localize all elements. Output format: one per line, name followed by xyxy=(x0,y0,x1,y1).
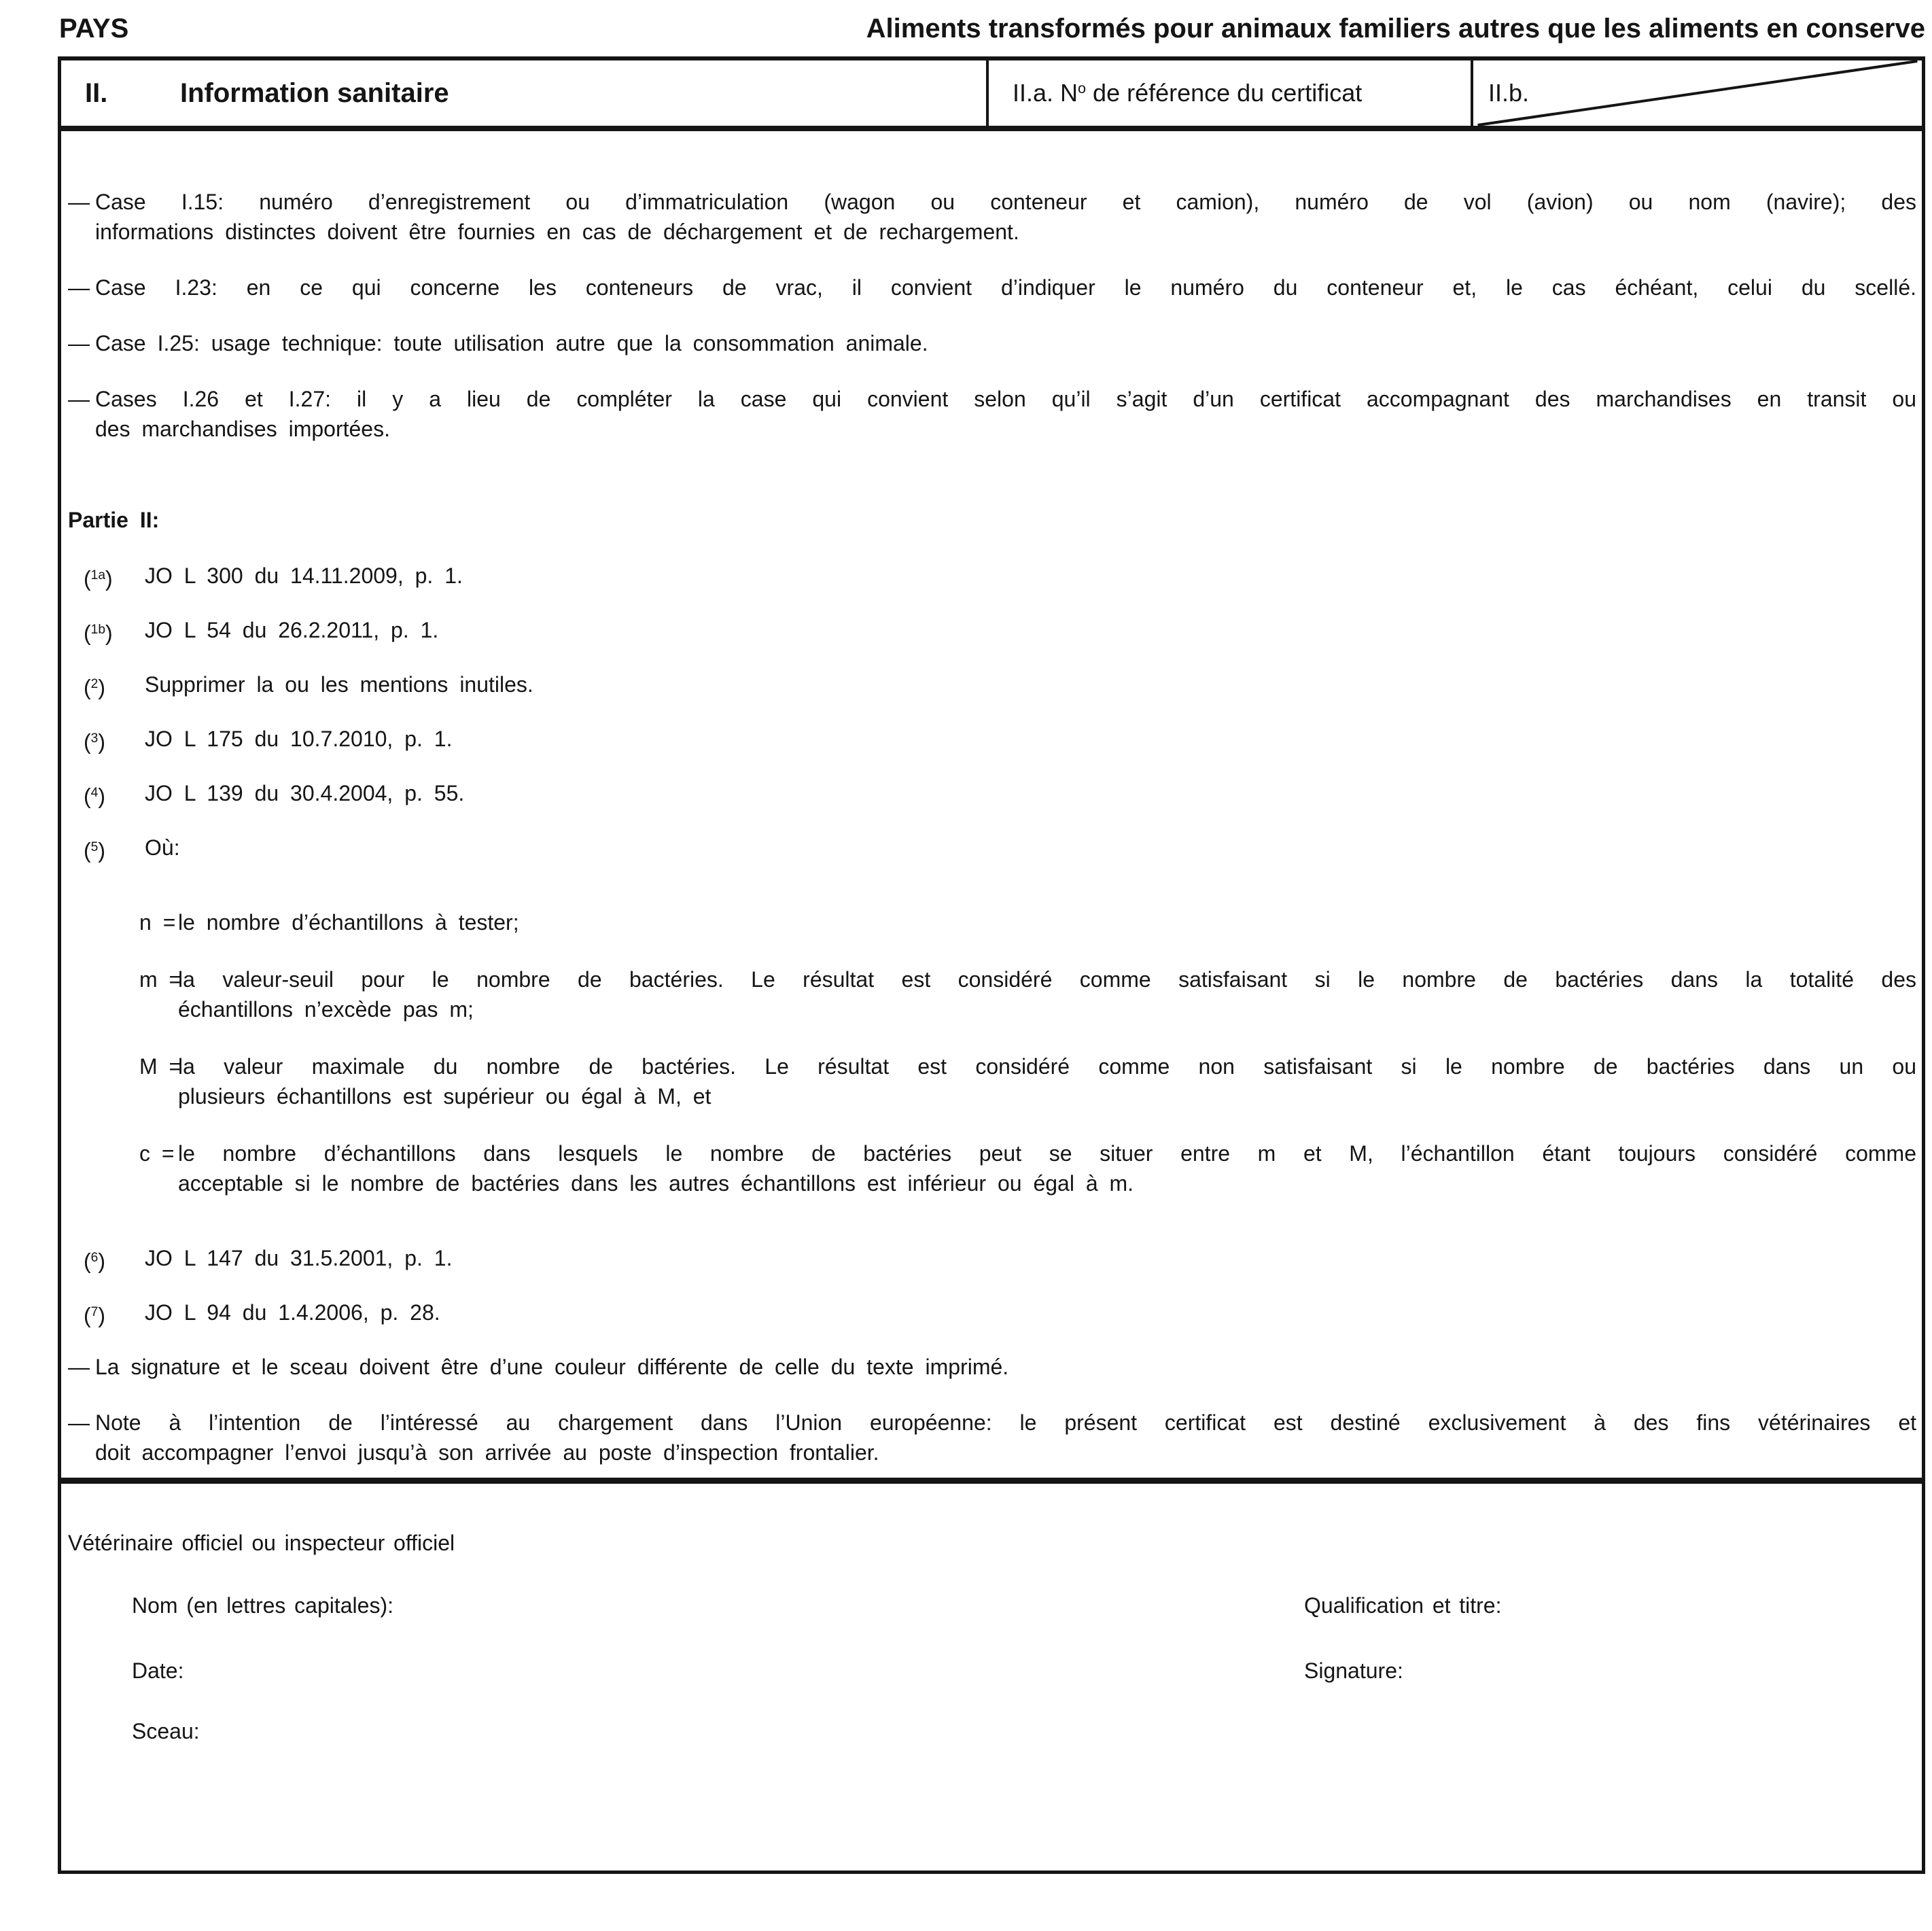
footnote-number: 3 xyxy=(90,731,99,746)
footnote-5 xyxy=(68,833,1916,863)
notes-section xyxy=(61,131,1922,1484)
paren: ) xyxy=(98,1303,105,1328)
bullet-dash: — xyxy=(68,190,90,214)
qualification-label: Qualification et titre: xyxy=(1304,1593,1502,1618)
section-title: Information sanitaire xyxy=(180,77,449,108)
definition-symbol: n = xyxy=(139,910,176,935)
signature-row-seal xyxy=(132,1716,1916,1746)
bullet-dash: — xyxy=(68,331,90,355)
footnote-number: 4 xyxy=(90,786,99,800)
paren: ) xyxy=(105,621,113,646)
note-line: Case I.25: usage technique: toute utilisation autre que la consommation animale. xyxy=(95,331,928,355)
footnote-text: JO L 300 du 14.11.2009, p. 1. xyxy=(145,563,463,588)
health-information-table xyxy=(58,56,1925,1874)
paren: ) xyxy=(98,784,105,809)
bullet-dash: — xyxy=(68,387,90,411)
footnote-marker xyxy=(84,615,113,648)
footnote-6 xyxy=(68,1243,1916,1273)
paren: ) xyxy=(98,838,105,863)
signature-label: Signature: xyxy=(1304,1658,1403,1683)
footnote-text: JO L 175 du 10.7.2010, p. 1. xyxy=(145,727,453,751)
note-line: Case I.23: en ce qui concerne les conteneurs de vrac, il convient d’indiquer le numéro du conteneur et, le cas échéant, celui du scellé. xyxy=(95,275,1916,300)
footnote-text: Supprimer la ou les mentions inutiles. xyxy=(145,672,533,697)
paren: ( xyxy=(84,1303,91,1328)
definition-line: la valeur-seuil pour le nombre de bactéries. Le résultat est considéré comme satisfaisant si le nombre de bactéries dans la totalité des xyxy=(178,967,1916,992)
definition-c xyxy=(68,1138,1916,1198)
note-line: doit accompagner l’envoi jusqu’à son arrivée au poste d’inspection frontalier. xyxy=(95,1440,879,1465)
footnote-text: Où: xyxy=(145,835,180,860)
footnote-number: 2 xyxy=(90,677,99,691)
paren: ( xyxy=(84,838,91,863)
definition-line: acceptable si le nombre de bactéries dans les autres échantillons est inférieur ou égal à m. xyxy=(178,1171,1134,1196)
footnote-marker xyxy=(84,1298,105,1331)
note-bullet-loading-note xyxy=(68,1408,1916,1467)
footnote-text: JO L 54 du 26.2.2011, p. 1. xyxy=(145,618,439,642)
paren: ) xyxy=(105,566,113,591)
definition-line: le nombre d’échantillons dans lesquels le nombre de bactéries peut se situer entre m et M, l’échantillon étant toujours considéré comme xyxy=(178,1141,1916,1166)
footnote-1a xyxy=(68,561,1916,591)
certificate-reference-cell xyxy=(989,60,1473,126)
paren: ( xyxy=(84,1249,91,1274)
definition-line: la valeur maximale du nombre de bactéries. Le résultat est considéré comme non satisfaisant si le nombre de bactéries dans un ou xyxy=(178,1054,1916,1079)
definition-line: le nombre d’échantillons à tester; xyxy=(178,910,519,935)
definition-symbol: c = xyxy=(139,1141,175,1166)
section-cell xyxy=(61,60,989,126)
note-bullet-case-i25 xyxy=(68,328,1916,358)
definition-M xyxy=(68,1051,1916,1111)
note-line: La signature et le sceau doivent être d’une couleur différente de celle du texte imprimé. xyxy=(95,1355,1009,1379)
section-number: II. xyxy=(85,77,108,108)
paren: ( xyxy=(84,566,91,591)
footnote-marker xyxy=(84,724,105,757)
footnote-marker xyxy=(84,1243,105,1276)
footnote-marker xyxy=(84,561,113,594)
paren: ( xyxy=(84,784,91,809)
definition-line: plusieurs échantillons est supérieur ou égal à M, et xyxy=(178,1084,712,1109)
note-bullet-cases-i26-i27 xyxy=(68,384,1916,444)
country-label: PAYS xyxy=(59,13,129,44)
paren: ( xyxy=(84,729,91,754)
date-label: Date: xyxy=(132,1658,184,1683)
ordinal-sup: o xyxy=(1078,80,1087,97)
note-line: informations distinctes doivent être fournies en cas de déchargement et de rechargement. xyxy=(95,220,1019,244)
partie-ii-heading: Partie II: xyxy=(68,508,160,532)
footnote-number: 6 xyxy=(90,1251,99,1265)
sampling-definitions xyxy=(68,907,1916,1198)
note-bullet-case-i15 xyxy=(68,187,1916,247)
name-label: Nom (en lettres capitales): xyxy=(132,1593,393,1618)
paren: ( xyxy=(84,621,91,646)
footnote-4 xyxy=(68,778,1916,808)
bullet-dash: — xyxy=(68,1410,90,1435)
local-reference-cell xyxy=(1473,60,1922,126)
definition-m xyxy=(68,964,1916,1024)
footnote-marker xyxy=(84,669,105,703)
footnote-number: 1a xyxy=(90,568,105,582)
definition-symbol: M = xyxy=(139,1054,182,1079)
footnote-marker xyxy=(84,833,105,866)
signature-heading: Vétérinaire officiel ou inspecteur officiel xyxy=(68,1531,455,1555)
seal-label: Sceau: xyxy=(132,1719,200,1743)
note-bullet-signature-colour xyxy=(68,1352,1916,1382)
certificate-reference-label: II.a. $N^o$ de référence du certificat xyxy=(1013,79,1363,107)
note-line: Case I.15: numéro d’enregistrement ou d’immatriculation (wagon ou conteneur et camion), numéro de vol (avion) ou nom (navire); des xyxy=(95,190,1916,214)
definition-line: échantillons n’excède pas m; xyxy=(178,997,474,1022)
note-line: Note à l’intention de l’intéressé au chargement dans l’Union européenne: le présent certificat est destiné exclusivement à des fins vétérinaires et xyxy=(95,1410,1916,1435)
note-line: Cases I.26 et I.27: il y a lieu de compléter la case qui convient selon qu’il s’agit d’un certificat accompagnant des marchandises en transit ou xyxy=(95,387,1916,411)
signature-section xyxy=(61,1484,1922,1871)
signature-row-name xyxy=(132,1590,1916,1620)
footnote-marker xyxy=(84,778,105,812)
definition-symbol: m = xyxy=(139,967,182,992)
footnote-2 xyxy=(68,669,1916,699)
footnote-7 xyxy=(68,1298,1916,1327)
diagonal-strike xyxy=(1473,60,1922,126)
page-top-band xyxy=(0,0,1932,56)
paren: ( xyxy=(84,675,91,700)
note-line: des marchandises importées. xyxy=(95,417,390,441)
footnote-text: JO L 94 du 1.4.2006, p. 28. xyxy=(145,1300,440,1325)
paren: ) xyxy=(98,1249,105,1274)
footnote-text: JO L 147 du 31.5.2001, p. 1. xyxy=(145,1246,453,1270)
footnote-number: 7 xyxy=(90,1305,99,1319)
table-header-row xyxy=(61,60,1922,131)
bullet-dash: — xyxy=(68,1355,90,1379)
footnote-1b xyxy=(68,615,1916,645)
bullet-dash: — xyxy=(68,275,90,300)
paren: ) xyxy=(98,675,105,700)
local-reference-label: II.b. xyxy=(1488,79,1530,107)
definition-n xyxy=(68,907,1916,937)
paren: ) xyxy=(98,729,105,754)
footnote-number: 1b xyxy=(90,623,105,637)
document-title: Aliments transformés pour animaux familiers autres que les aliments en conserve xyxy=(866,13,1925,44)
note-bullet-case-i23 xyxy=(68,273,1916,302)
footnote-3 xyxy=(68,724,1916,754)
signature-row-date xyxy=(132,1656,1916,1686)
footnote-text: JO L 139 du 30.4.2004, p. 55. xyxy=(145,781,465,805)
footnote-number: 5 xyxy=(90,840,99,854)
